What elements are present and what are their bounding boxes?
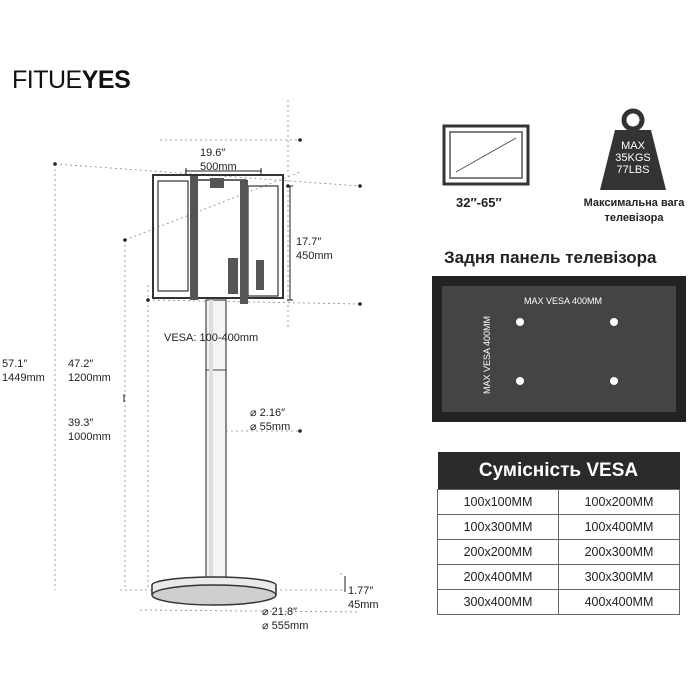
table-cell: 300x400MM xyxy=(438,590,559,615)
table-cell: 100x300MM xyxy=(438,515,559,540)
max-height-inch: 57.1″ xyxy=(2,358,28,370)
table-cell: 100x400MM xyxy=(558,515,679,540)
table-row xyxy=(438,490,680,515)
width-inch: 19.6″ xyxy=(200,147,226,159)
pole-diameter-mm: ⌀ 55mm xyxy=(250,421,291,433)
pole-diameter-inch: ⌀ 2.16″ xyxy=(250,407,285,419)
table-cell: 200x400MM xyxy=(438,565,559,590)
weight-values: MAX 35KGS 77LBS xyxy=(615,140,651,176)
table-cell: 100x200MM xyxy=(558,490,679,515)
max-height-mm: 1449mm xyxy=(2,372,45,384)
table-row xyxy=(438,540,680,565)
mid-height-mm: 1200mm xyxy=(68,372,111,384)
mount-hole xyxy=(516,377,524,385)
min-height-mm: 1000mm xyxy=(68,431,111,443)
vesa-horizontal-label: MAX VESA 400MM xyxy=(524,296,603,306)
base-diameter-inch: ⌀ 21.8″ xyxy=(262,606,297,618)
table-cell: 400x400MM xyxy=(558,590,679,615)
mount-hole xyxy=(610,318,618,326)
table-cell: 300x300MM xyxy=(558,565,679,590)
table-cell: 100x100MM xyxy=(438,490,559,515)
mid-height-inch: 47.2″ xyxy=(68,358,94,370)
table-row xyxy=(438,565,680,590)
tv-screen-icon xyxy=(442,124,530,186)
brand-logo: FITUEYES xyxy=(12,66,131,94)
table-title: Сумісність VESA xyxy=(438,452,680,490)
mount-hole xyxy=(516,318,524,326)
width-mm: 500mm xyxy=(200,161,237,173)
vesa-vertical-label: MAX VESA 400MM xyxy=(482,315,492,395)
height-mm: 450mm xyxy=(296,250,333,262)
base-height-inch: 1.77″ xyxy=(348,585,374,597)
base-diameter-mm: ⌀ 555mm xyxy=(262,620,309,632)
panel-title: Задня панель телевізора xyxy=(444,248,657,267)
table-cell: 200x300MM xyxy=(558,540,679,565)
min-height-inch: 39.3″ xyxy=(68,417,94,429)
max-weight-label: Максимальна вага телевізора xyxy=(583,197,685,224)
vesa-range: VESA: 100-400mm xyxy=(164,332,259,344)
vesa-compat-table xyxy=(437,452,680,615)
height-inch: 17.7″ xyxy=(296,236,322,248)
mount-hole xyxy=(610,377,618,385)
table-row xyxy=(438,515,680,540)
table-row xyxy=(438,590,680,615)
screen-size-range: 32″-65″ xyxy=(456,195,502,210)
base-height-mm: 45mm xyxy=(348,599,379,611)
table-cell: 200x200MM xyxy=(438,540,559,565)
